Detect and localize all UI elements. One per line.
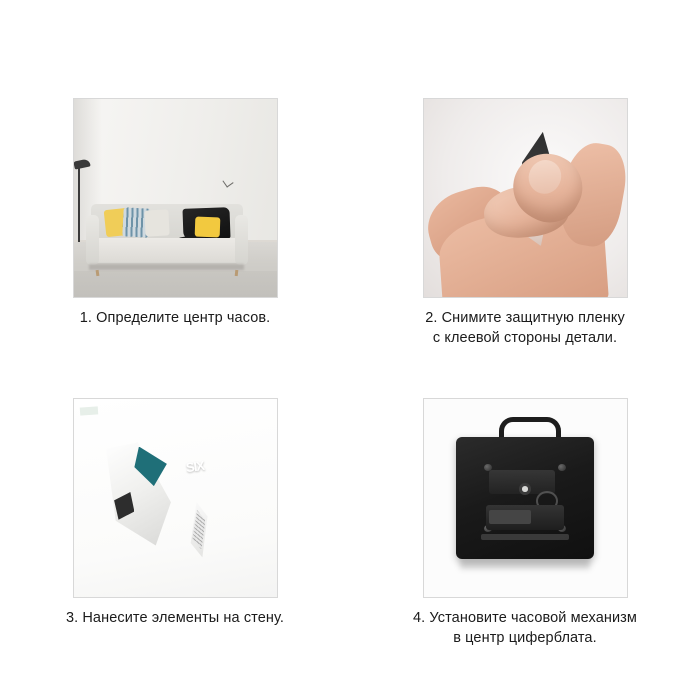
living-room-with-sofa-photo <box>73 98 278 298</box>
elements-illustration <box>74 399 277 597</box>
clock-mechanism-photo <box>423 398 628 598</box>
caption-line: в центр циферблата. <box>453 629 597 646</box>
step-card-3 <box>0 350 350 700</box>
room-illustration <box>74 99 277 297</box>
rug <box>74 271 277 297</box>
caption-line: с клеевой стороны детали. <box>432 329 618 346</box>
screw-icon <box>484 464 492 471</box>
floor-lamp-pole <box>78 166 80 241</box>
step-card-2 <box>350 0 700 350</box>
mechanism-shadow <box>460 559 590 569</box>
caption-line: 2. Снимите защитную пленку <box>425 310 625 326</box>
photo-background <box>74 399 277 597</box>
numeral-label: SIX <box>185 458 206 476</box>
wall-elements-photo <box>73 398 278 598</box>
sofa-seat <box>88 238 246 264</box>
cushion-grey <box>144 209 169 236</box>
mechanism-body <box>456 437 594 560</box>
mechanism-illustration <box>424 399 627 597</box>
sofa <box>88 204 246 271</box>
step-caption-3 <box>30 609 320 629</box>
peeling-protective-film-photo <box>423 98 628 298</box>
screw-icon <box>558 464 566 471</box>
corner-mark <box>79 406 98 415</box>
sofa-arm-right <box>235 215 248 265</box>
mechanism-shaft <box>522 486 529 492</box>
sofa-shadow <box>89 264 244 270</box>
mechanism-base <box>481 534 569 540</box>
step-card-1 <box>0 0 350 350</box>
battery-slot <box>489 510 530 524</box>
hand-illustration <box>424 99 627 297</box>
sofa-arm-left <box>86 215 99 265</box>
step-caption-4 <box>380 609 670 648</box>
step-card-4 <box>350 350 700 700</box>
caption-line: 3. Нанесите элементы на стену. <box>65 610 285 626</box>
step-caption-1 <box>30 309 320 329</box>
step-caption-2 <box>380 309 670 348</box>
sofa-leg-left <box>95 270 99 276</box>
cushion-yellow-right <box>195 217 221 238</box>
caption-line: 1. Определите центр часов. <box>79 310 271 326</box>
caption-line: 4. Установите часовой механизм <box>412 610 638 626</box>
